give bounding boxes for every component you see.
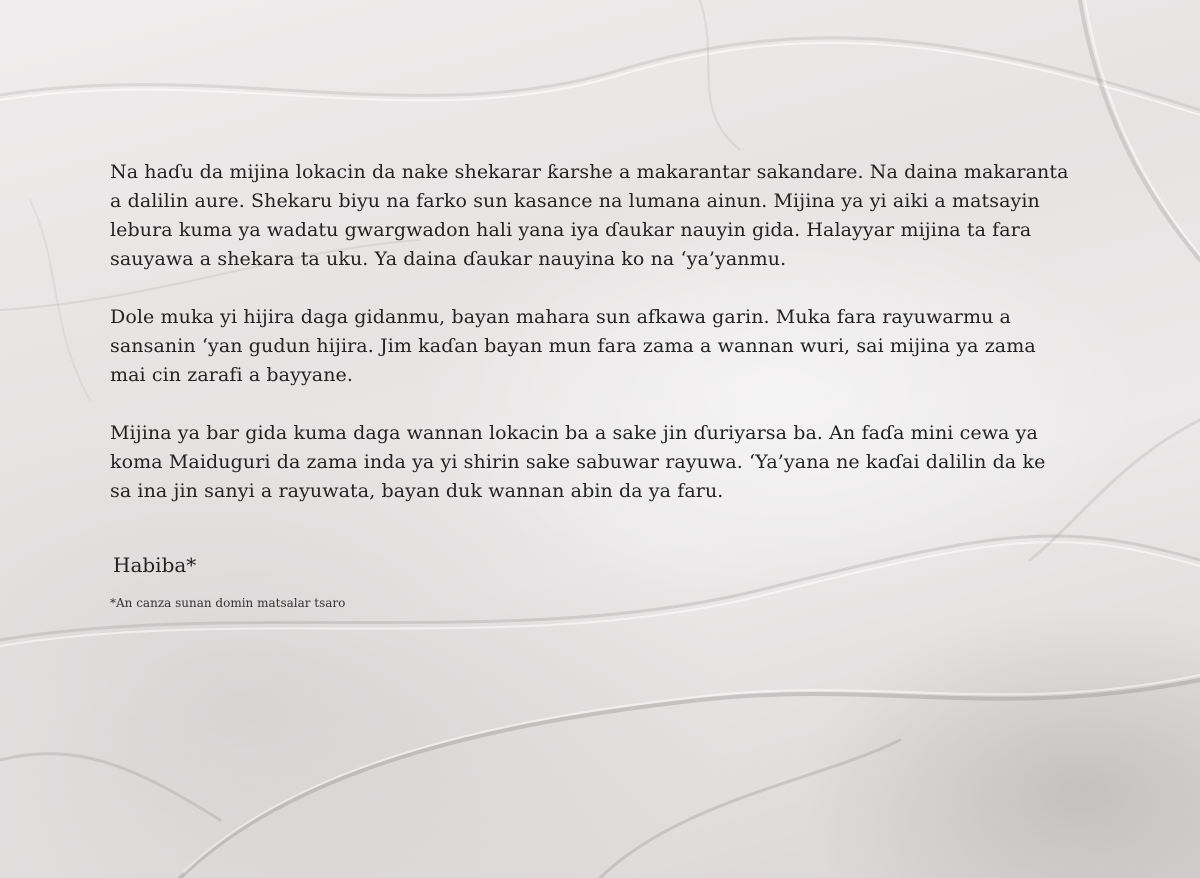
letter-paragraph-3: Mijina ya bar gida kuma daga wannan lokacin ba a sake jin ɗuriyarsa ba. An faɗa mini cewa ya koma Maiduguri da zama inda ya yi shirin sake sabuwar rayuwa. ‘Ya’yana ne kaɗai dalilin da ke sa ina jin sanyi a rayuwata, bayan duk wannan abin da ya faru. (110, 422, 1046, 502)
footnote: *An canza sunan domin matsalar tsaro (110, 596, 346, 610)
letter-paragraph-2: Dole muka yi hijira daga gidanmu, bayan mahara sun afkawa garin. Muka fara rayuwarmu a sansanin ‘yan gudun hijira. Jim kaɗan bayan mun fara zama a wannan wuri, sai mijina ya zama mai cin zarafi a bayyane. (110, 306, 1036, 386)
letter-paragraph-1: Na haɗu da mijina lokacin da nake shekarar ƙarshe a makarantar sakandare. Na daina makaranta a dalilin aure. Shekaru biyu na farko sun kasance na lumana ainun. Mijina ya yi aiki a matsayin lebura kuma ya wadatu gwargwadon hali yana iya ɗaukar nauyin gida. Halayyar mijina ta fara sauyawa a shekara ta uku. Ya daina ɗaukar nauyina ko na ‘ya’yanmu. (110, 161, 1069, 270)
signature: Habiba* (113, 553, 197, 577)
letter-body (110, 158, 1070, 611)
